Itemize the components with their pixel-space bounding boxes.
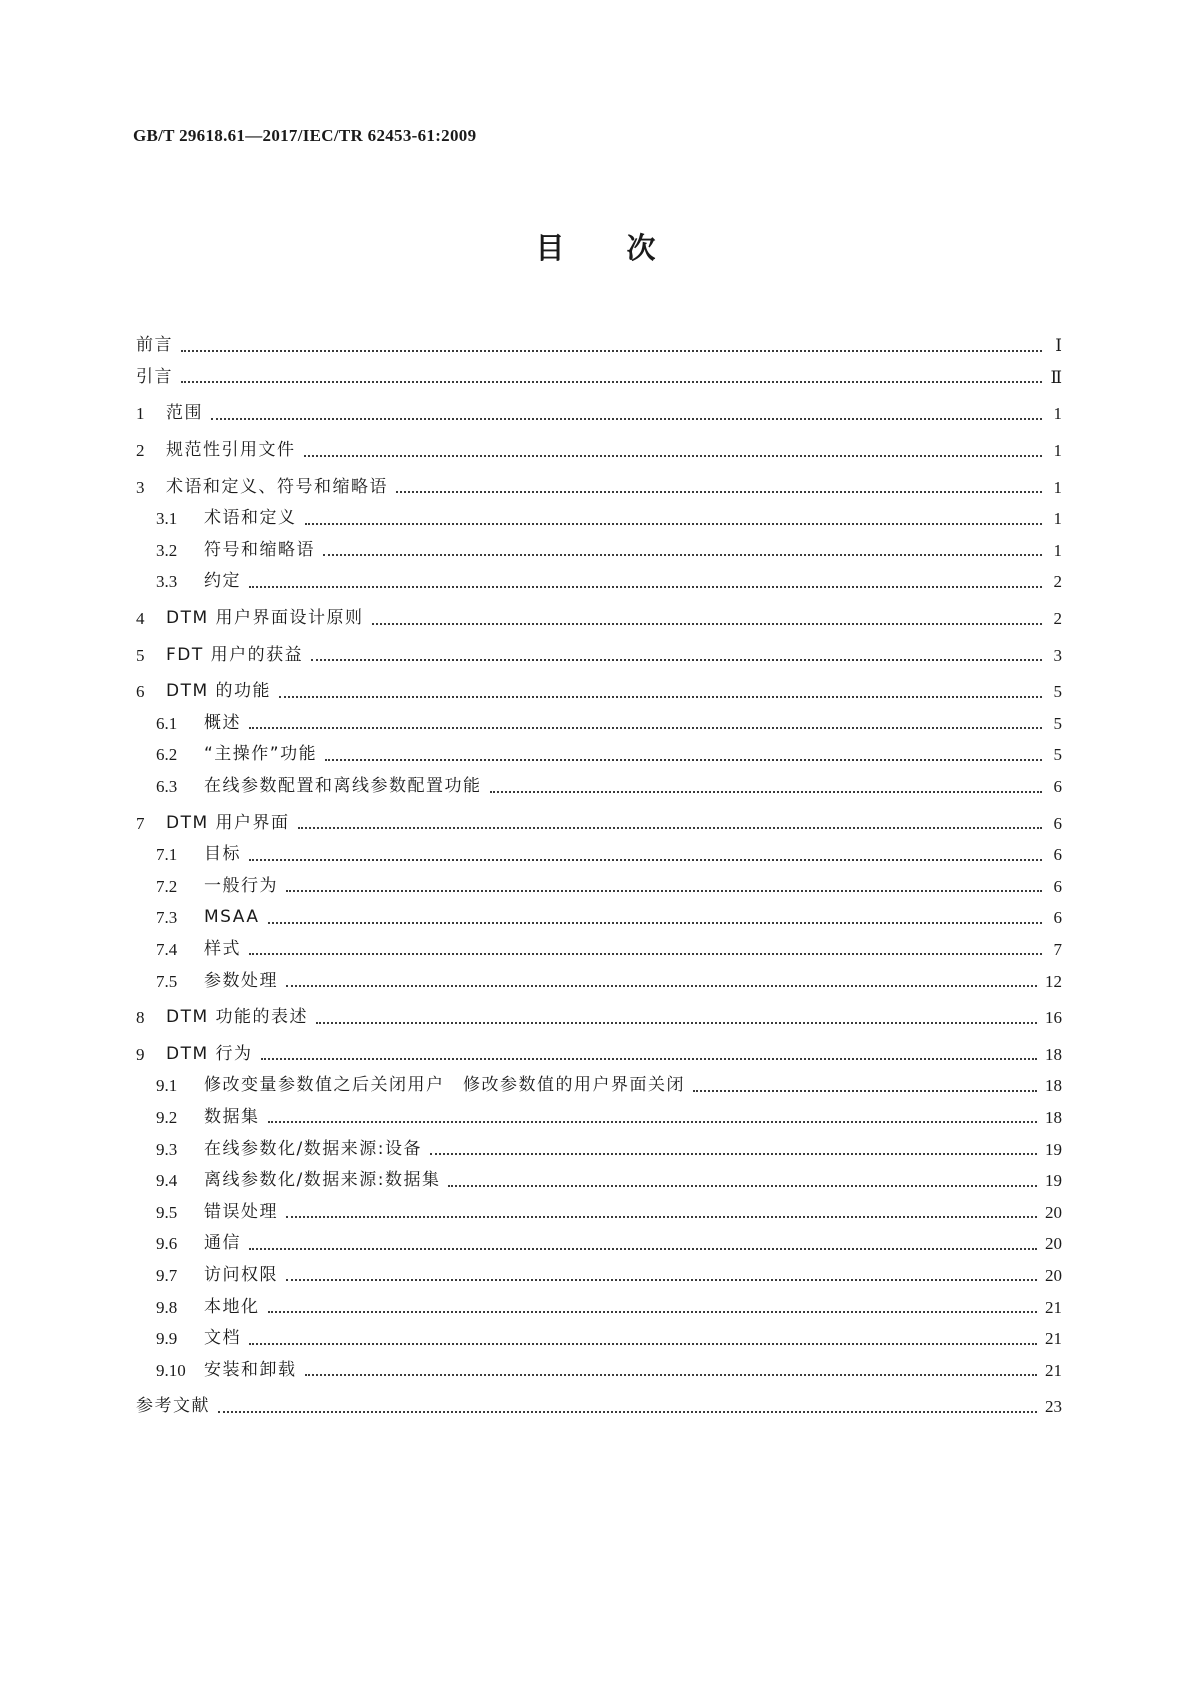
toc-entry[interactable] [136, 435, 1062, 467]
toc-entry-title[interactable]: 修改变量参数值之后关闭用户 修改参数值的用户界面关闭 [204, 1075, 685, 1096]
toc-entry[interactable] [136, 807, 1062, 839]
toc-entry-number: 7.1 [156, 845, 178, 865]
toc-entry-title[interactable]: 参考文献 [136, 1396, 210, 1417]
toc-entry-title[interactable]: 参数处理 [204, 970, 278, 991]
toc-entry[interactable] [136, 1070, 1062, 1102]
toc-entry-page: 1 [1053, 509, 1062, 529]
page-title: 目次 [535, 231, 718, 265]
toc-entry-page: 12 [1045, 971, 1062, 991]
toc-entry-page: 1 [1053, 441, 1062, 461]
toc-entry-page: 2 [1053, 572, 1062, 592]
toc-entry-title[interactable]: 数据集 [204, 1106, 260, 1127]
dot-leader [490, 789, 1043, 793]
toc-entry[interactable] [136, 902, 1062, 934]
toc-entry-number: 6 [136, 682, 145, 702]
toc-entry-number: 6.2 [156, 745, 178, 765]
dot-leader [430, 1151, 1037, 1155]
dot-leader [279, 694, 1042, 698]
toc-entry-page: 20 [1045, 1234, 1062, 1254]
toc-entry-number: 9.3 [156, 1139, 178, 1159]
table-of-contents [136, 330, 1062, 1423]
toc-entry-number: 8 [136, 1008, 145, 1028]
toc-entry[interactable] [136, 839, 1062, 871]
toc-entry-title[interactable]: 样式 [204, 938, 241, 959]
dot-leader [268, 920, 1042, 924]
toc-entry-page: 18 [1045, 1076, 1062, 1096]
toc-entry-title[interactable]: DTM 的功能 [166, 681, 272, 702]
toc-entry[interactable] [136, 1391, 1062, 1423]
toc-entry-page: 6 [1053, 845, 1062, 865]
toc-entry-page: 5 [1053, 745, 1062, 765]
toc-entry-number: 9.6 [156, 1234, 178, 1254]
toc-entry-page: 21 [1045, 1360, 1062, 1380]
dot-leader [181, 379, 1042, 383]
toc-entry-number: 7.2 [156, 876, 178, 896]
toc-entry[interactable] [136, 1291, 1062, 1323]
toc-entry-title[interactable]: 文档 [204, 1328, 241, 1349]
dot-leader [181, 348, 1042, 352]
toc-entry[interactable] [136, 1102, 1062, 1134]
dot-leader [286, 1277, 1037, 1281]
toc-entry-title[interactable]: 访问权限 [204, 1264, 278, 1285]
standard-number: GB/T 29618.61—2017/IEC/TR 62453-61:2009 [133, 126, 477, 145]
toc-entry-title[interactable]: 安装和卸载 [204, 1359, 297, 1380]
toc-entry-number: 9.9 [156, 1329, 178, 1349]
toc-entry-number: 5 [136, 645, 145, 665]
toc-entry-number: 6.3 [156, 777, 178, 797]
toc-entry-page: 5 [1053, 682, 1062, 702]
toc-entry-page: 19 [1045, 1139, 1062, 1159]
toc-entry[interactable] [136, 676, 1062, 708]
toc-entry-number: 3.2 [156, 540, 178, 560]
toc-entry-title[interactable]: FDT 用户的获益 [166, 644, 304, 665]
toc-entry-title[interactable]: 在线参数配置和离线参数配置功能 [204, 776, 482, 797]
toc-entry-page: 6 [1053, 777, 1062, 797]
toc-entry-title[interactable]: 范围 [166, 403, 203, 424]
toc-entry-number: 9.7 [156, 1265, 178, 1285]
dot-leader [268, 1309, 1038, 1313]
toc-entry-page: 21 [1045, 1329, 1062, 1349]
toc-entry-title[interactable]: 概述 [204, 712, 241, 733]
toc-entry-page: 21 [1045, 1297, 1062, 1317]
toc-entry[interactable] [136, 535, 1062, 567]
toc-entry-number: 7.5 [156, 971, 178, 991]
dot-leader [249, 1341, 1037, 1345]
toc-entry-page: 6 [1053, 908, 1062, 928]
toc-entry-title[interactable]: 目标 [204, 844, 241, 865]
toc-entry-page: 1 [1053, 540, 1062, 560]
dot-leader [249, 725, 1042, 729]
toc-entry[interactable] [136, 771, 1062, 803]
toc-entry-number: 9 [136, 1044, 145, 1064]
toc-entry[interactable] [136, 471, 1062, 503]
dot-leader [268, 1119, 1038, 1123]
toc-entry[interactable] [136, 965, 1062, 997]
toc-entry[interactable] [136, 739, 1062, 771]
toc-entry[interactable] [136, 1002, 1062, 1034]
toc-entry[interactable] [136, 934, 1062, 966]
toc-entry-title[interactable]: 在线参数化/数据来源:设备 [204, 1138, 422, 1159]
toc-entry[interactable] [136, 503, 1062, 535]
toc-entry-page: 1 [1053, 477, 1062, 497]
toc-entry[interactable] [136, 1354, 1062, 1386]
toc-entry-number: 7.3 [156, 908, 178, 928]
dot-leader [249, 857, 1042, 861]
toc-entry-title[interactable]: 错误处理 [204, 1201, 278, 1222]
toc-entry-page: 6 [1053, 876, 1062, 896]
toc-entry[interactable] [136, 1038, 1062, 1070]
dot-leader [305, 1372, 1038, 1376]
toc-entry-page: Ⅰ [1055, 336, 1062, 356]
toc-entry-page: 2 [1053, 609, 1062, 629]
dot-leader [693, 1088, 1037, 1092]
dot-leader [286, 888, 1042, 892]
toc-entry[interactable] [136, 1323, 1062, 1355]
toc-entry[interactable] [136, 603, 1062, 635]
toc-entry[interactable] [136, 708, 1062, 740]
toc-entry-number: 4 [136, 609, 145, 629]
dot-leader [304, 453, 1043, 457]
toc-entry-number: 9.10 [156, 1360, 186, 1380]
dot-leader [249, 584, 1042, 588]
toc-entry-title[interactable]: 约定 [204, 571, 241, 592]
toc-entry-page: 6 [1053, 813, 1062, 833]
toc-entry[interactable] [136, 330, 1062, 362]
toc-entry-title[interactable]: 符号和缩略语 [204, 539, 315, 560]
toc-entry[interactable] [136, 398, 1062, 430]
dot-leader [211, 416, 1042, 420]
dot-leader [218, 1409, 1037, 1413]
toc-entry-title[interactable]: 前言 [136, 335, 173, 356]
toc-entry[interactable] [136, 1228, 1062, 1260]
toc-entry-page: 23 [1045, 1397, 1062, 1417]
toc-entry-title[interactable]: MSAA [204, 907, 260, 928]
toc-entry[interactable] [136, 1133, 1062, 1165]
toc-entry-title[interactable]: DTM 功能的表述 [166, 1007, 309, 1028]
toc-entry-title[interactable]: DTM 用户界面设计原则 [166, 608, 364, 629]
toc-entry[interactable] [136, 566, 1062, 598]
toc-entry-page: 5 [1053, 713, 1062, 733]
toc-entry-number: 2 [136, 441, 145, 461]
toc-entry-title[interactable]: “主操作”功能 [204, 744, 318, 765]
toc-entry[interactable] [136, 639, 1062, 671]
dot-leader [396, 489, 1042, 493]
toc-entry-number: 7 [136, 813, 145, 833]
toc-entry[interactable] [136, 1196, 1062, 1228]
toc-entry-number: 9.5 [156, 1202, 178, 1222]
dot-leader [372, 621, 1042, 625]
toc-entry[interactable] [136, 362, 1062, 394]
toc-entry-title[interactable]: 通信 [204, 1233, 241, 1254]
dot-leader [305, 521, 1043, 525]
dot-leader [325, 757, 1042, 761]
dot-leader [286, 1214, 1037, 1218]
toc-entry-title[interactable]: 引言 [136, 366, 173, 387]
toc-entry-page: 1 [1053, 404, 1062, 424]
toc-entry-page: 18 [1045, 1107, 1062, 1127]
dot-leader [323, 552, 1042, 556]
toc-entry-page: Ⅱ [1050, 367, 1062, 387]
toc-entry-title[interactable]: 规范性引用文件 [166, 440, 296, 461]
toc-entry-number: 3.1 [156, 509, 178, 529]
toc-entry-number: 3 [136, 477, 145, 497]
dot-leader [298, 825, 1042, 829]
dot-leader [249, 951, 1042, 955]
dot-leader [249, 1246, 1037, 1250]
toc-entry-page: 19 [1045, 1171, 1062, 1191]
toc-entry-number: 9.8 [156, 1297, 178, 1317]
toc-entry-page: 20 [1045, 1202, 1062, 1222]
dot-leader [448, 1183, 1037, 1187]
toc-entry-number: 6.1 [156, 713, 178, 733]
toc-entry[interactable] [136, 871, 1062, 903]
toc-entry-title[interactable]: 术语和定义、符号和缩略语 [166, 476, 388, 497]
dot-leader [261, 1056, 1037, 1060]
toc-entry-number: 9.4 [156, 1171, 178, 1191]
toc-entry-page: 16 [1045, 1008, 1062, 1028]
toc-entry-title[interactable]: 离线参数化/数据来源:数据集 [204, 1170, 441, 1191]
toc-entry-title[interactable]: 术语和定义 [204, 508, 297, 529]
toc-entry[interactable] [136, 1260, 1062, 1292]
toc-entry-page: 7 [1053, 939, 1062, 959]
toc-entry-page: 18 [1045, 1044, 1062, 1064]
dot-leader [286, 983, 1037, 987]
toc-entry-title[interactable]: DTM 用户界面 [166, 812, 290, 833]
toc-entry-page: 3 [1053, 645, 1062, 665]
toc-entry-number: 9.2 [156, 1107, 178, 1127]
toc-entry-number: 3.3 [156, 572, 178, 592]
toc-entry-number: 1 [136, 404, 145, 424]
toc-entry-number: 7.4 [156, 939, 178, 959]
toc-entry-number: 9.1 [156, 1076, 178, 1096]
dot-leader [311, 657, 1042, 661]
dot-leader [316, 1020, 1037, 1024]
toc-entry-title[interactable]: 本地化 [204, 1296, 260, 1317]
toc-entry-page: 20 [1045, 1265, 1062, 1285]
toc-entry-title[interactable]: DTM 行为 [166, 1043, 253, 1064]
toc-entry-title[interactable]: 一般行为 [204, 875, 278, 896]
toc-entry[interactable] [136, 1165, 1062, 1197]
